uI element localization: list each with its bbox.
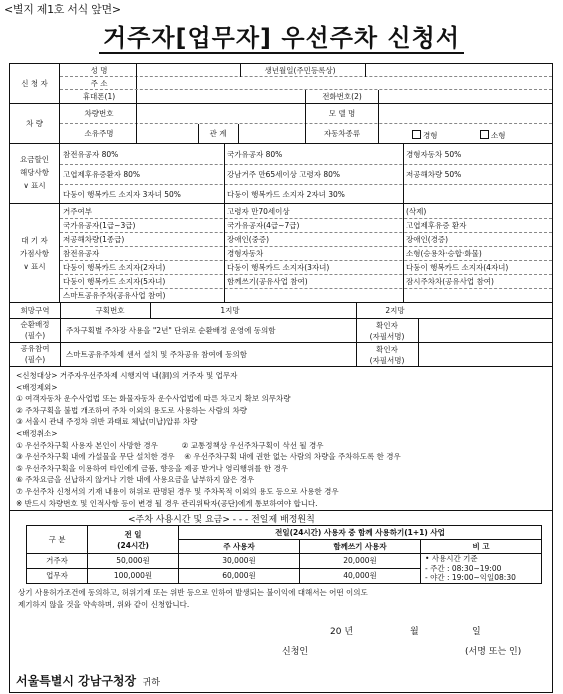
first-choice-label: 1지망 [220,306,240,315]
note-line: <신청대상> 거주자우선주차제 시행지역 내(洞)의 거주자 및 업무자 [16,371,238,380]
note-line: ⑤ 우선주차구획을 이용하여 타인에게 금품, 향응을 제공 받거나 영리행위를 한 경우 [16,463,289,473]
discount-item[interactable]: 경형자동차 50% [406,150,462,159]
note-line: - 야간 : 19:00~익일08:30 [425,573,516,582]
divider [418,319,419,343]
sharing-confirm: 확인자 (자필서명) [369,345,405,365]
fee-note [421,554,542,584]
date-day: 일 [472,627,481,637]
note-line: ⑥ 주차요금을 선납하지 않거나 기한 내에 사용요금을 납부하지 않은 경우 [16,475,255,485]
phone1-label: 휴대폰(1) [82,92,116,101]
waiting-item[interactable]: 스마트공유주차(공유사업 참여) [63,291,166,300]
preferred-label: 희망구역 [20,306,50,315]
waiting-item[interactable]: 함께쓰기(공유사업 참여) [227,277,308,286]
address-label: 주 소 [90,79,108,88]
rotation-label: 순환배정 (필수) [20,320,50,340]
notes-section [16,370,401,509]
recipient-suffix: 귀하 [142,678,160,688]
waiting-item[interactable]: 장애인(경증) [406,235,449,244]
applicant-section [10,64,60,104]
owner-label: 소유주명 [84,129,114,138]
note-line: ⑦ 우선주차 신청서의 기재 내용이 허위로 판명된 경우 및 주차목적 이외의 용도 등으로 사용한 경우 [16,486,339,496]
title-text: 거주자[업무자] 우선주차 신청서 [99,24,464,54]
waiting-item[interactable]: 저공해차량(1종급) [63,235,125,244]
sharing-text: 스마트공유주차제 센서 설치 및 주차공유 참여에 동의함 [66,350,247,359]
waiting-item[interactable]: 경형자동차 [227,249,264,258]
divider [378,104,379,124]
note-line: ① 우선주차구획 사용자 본인이 사망한 경우 ② 교통정책상 우선주차구획이 삭선 될 경우 [16,440,324,450]
note-line: <배정취소> [16,428,58,438]
discount-item[interactable]: 강남거주 만65세이상 고령자 80% [227,170,341,179]
note-line: ① 여객자동차 운수사업법 또는 화물자동차 운수사업법에 따른 차고지 확보 의무차량 [16,394,291,404]
waiting-section [10,204,60,303]
discount-item[interactable]: 저공해차량 50% [406,170,462,179]
fee-kind: 업무자 [27,568,88,583]
note-line: - 주간 : 08:30~19:00 [425,563,502,573]
divider [10,510,552,511]
discount-item[interactable]: 다둥이 행복카드 소지자 3자녀 50% [63,190,181,199]
applicant-section-label: 신 청 자 [21,79,48,88]
divider [224,204,225,302]
waiting-item[interactable]: 국가유공자(4급~7급) [227,221,300,230]
vehicle-number-label: 차량번호 [84,109,114,118]
waiting-item[interactable]: 고령자 만70세이상 [227,207,290,216]
checkbox-icon[interactable] [480,130,489,139]
divider [403,204,404,302]
date-month: 월 [410,627,419,637]
fee-col-kind: 구 분 [27,526,88,554]
rotation-text: 주차구획별 주차장 사용을 "2년" 단위로 순환배정 운영에 동의함 [66,326,276,335]
recipient-org: 서울특별시 강남구청장 [16,674,137,688]
waiting-item[interactable]: 고엽제후유증 환자 [406,221,467,230]
fee-col-full: 전 일 (24시간) [88,526,179,554]
discount-section-label: 요금할인 해당사항 ∨ 표시 [20,155,49,190]
checkbox-icon[interactable] [412,130,421,139]
second-choice-label: 2지망 [385,306,405,315]
divider [60,232,552,233]
name-label: 성 명 [90,66,108,75]
divider [60,303,61,319]
fee-table [26,525,542,584]
note-line: ※ 반드시 차량번호 및 인적사항 등이 변경 될 경우 관리위탁자(공단)에게 통보하여야 합니다. [16,498,318,508]
fee-kind: 거주자 [27,554,88,569]
fee-main: 30,000원 [179,554,300,569]
divider [150,303,151,319]
page-title [0,18,563,53]
divider [356,303,357,319]
fee-col-main: 주 사용자 [179,540,300,554]
note-line: ③ 서울시 관내 주정차 위반 과태료 체납(미납)압류 차량 [16,417,198,427]
waiting-item[interactable]: 거주여부 [63,207,92,216]
model-label: 모 델 명 [328,109,356,118]
sharing-label: 공유참여 (필수) [20,344,50,364]
date-year: 20 년 [330,627,354,637]
vehicle-section [10,104,60,144]
discount-section [10,144,60,204]
waiting-section-label: 대 기 자 가점사항 ∨ 표시 [20,236,49,271]
type-light-option[interactable]: 경형 [412,130,438,141]
divider [60,343,61,367]
note-line: <배정제외> [16,382,58,392]
fee-heading: <주차 사용시간 및 요금> - - - 전일제 배정원칙 [128,515,315,525]
waiting-item[interactable]: 다둥이 행복카드 소지자(3자녀) [227,263,330,272]
waiting-item[interactable]: 국가유공자(1급~3급) [63,221,136,230]
fee-full: 50,000원 [88,554,179,569]
divider [418,343,419,367]
type-small-option[interactable]: 소형 [480,130,506,141]
divider [378,124,379,144]
fee-col-share: 전일(24시간) 사용자 중 함께 사용하기(1+1) 사업 [179,526,542,540]
waiting-item[interactable]: 잠시주차차(공유사업 참여) [406,277,494,286]
relation-label: 관 계 [209,129,227,138]
divider [378,90,379,104]
discount-item[interactable]: 고엽제후유증환자 80% [63,170,141,179]
discount-item[interactable]: 다둥이 행복카드 소지자 2자녀 30% [227,190,345,199]
discount-item[interactable]: 참전유공자 80% [63,150,119,159]
signer-label: 신청인 [282,647,309,657]
waiting-item[interactable]: 다둥이 행복카드 소지자(2자녀) [63,263,166,272]
divider [365,64,366,77]
discount-item[interactable]: 국가유공자 80% [227,150,283,159]
fee-full: 100,000원 [88,568,179,583]
fee-co: 20,000원 [300,554,421,569]
waiting-item[interactable]: 참전유공자 [63,249,100,258]
divider [224,144,225,204]
phone2-label: 전화번호(2) [322,92,362,101]
waiting-item[interactable]: 소형(승용차·승합·화물) [406,249,482,258]
waiting-item[interactable]: (삭제) [406,207,427,216]
fee-col-note: 비 고 [421,540,542,554]
divider [240,64,241,77]
zone-label: 구획번호 [95,306,125,315]
form-number: <별지 제1호 서식 앞면> [4,3,121,16]
divider [60,319,61,343]
waiting-item[interactable]: 다둥이 행복카드 소지자(4자녀) [406,263,509,272]
note-line: ③ 우선주차구획 내에 가설물을 무단 설치한 경우 ④ 우선주차구획 내에 권한 없는 사람의 차량을 주차하도록 한 경우 [16,452,401,462]
fee-main: 60,000원 [179,568,300,583]
birth-label: 생년월일(주민등록상) [264,66,336,75]
rotation-confirm: 확인자 (자필서명) [369,321,405,341]
signer-sign: (서명 또는 인) [465,647,522,657]
waiting-item[interactable]: 장애인(중증) [227,235,270,244]
note-line: • 사용시간 기준 [425,554,478,563]
divider [238,124,239,144]
application-form [9,63,553,693]
recipient [16,672,160,689]
note-line: ② 주차구획을 불법 개조하여 주차 이외의 용도로 사용하는 사람의 차량 [16,405,248,415]
vehicle-type-label: 자동차종류 [323,129,361,138]
waiting-item[interactable]: 다둥이 행복카드 소지자(5자녀) [63,277,166,286]
declaration: 상기 사용허가조건에 동의하고, 허위기재 또는 위반 등으로 인하여 발생되는 불이익에 대해서는 어떤 이의도 제기하지 않을 것을 약속하며, 위와 같이 신청합니다. [18,588,368,609]
fee-co: 40,000원 [300,568,421,583]
vehicle-section-label: 차 량 [26,119,43,128]
divider [403,144,404,204]
fee-col-co: 함께쓰기 사용자 [300,540,421,554]
